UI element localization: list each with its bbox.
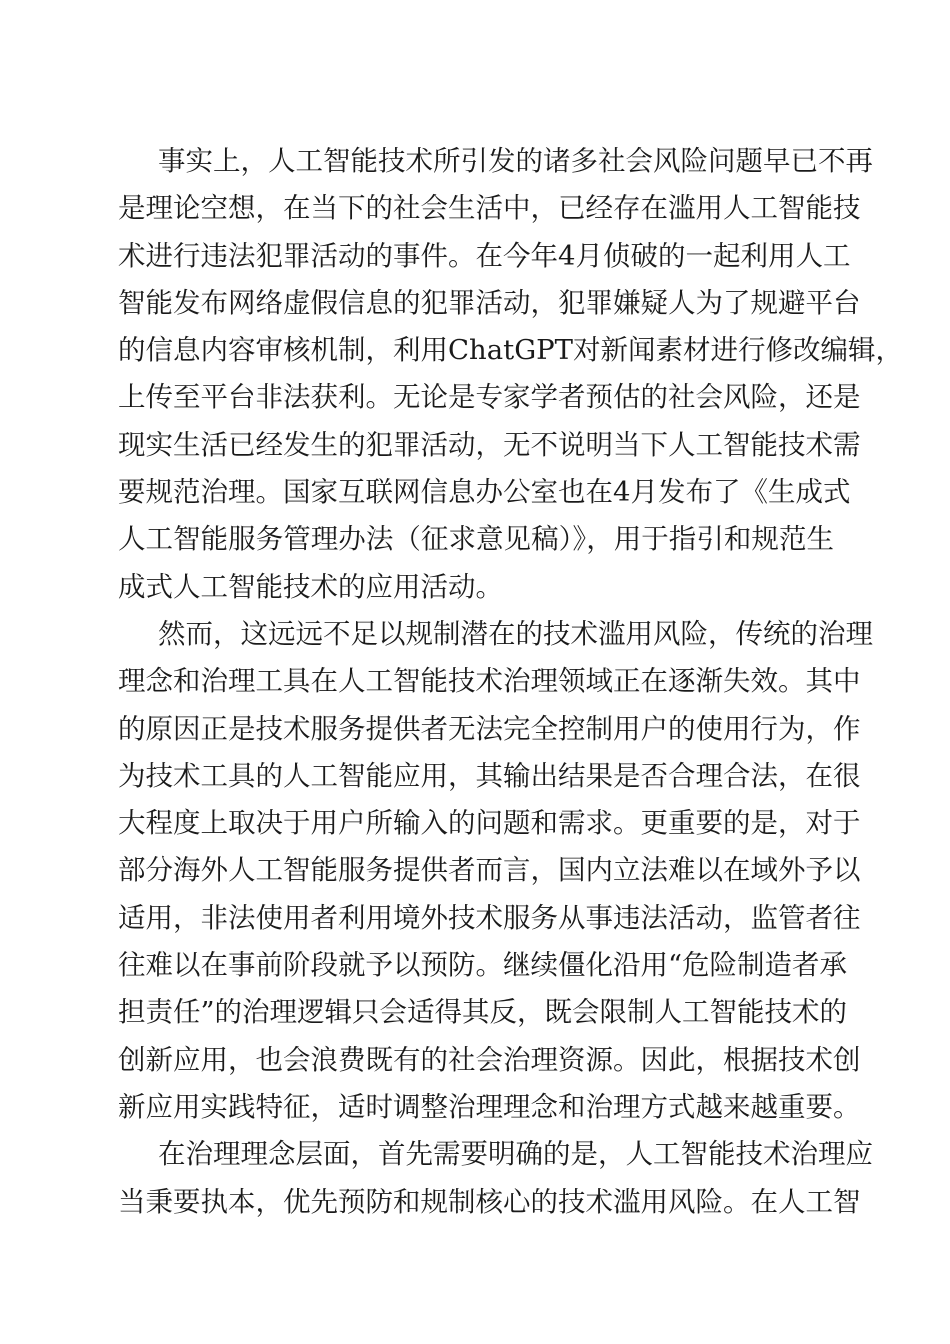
paragraph-3 xyxy=(118,1131,873,1226)
document-body xyxy=(118,138,904,1226)
paragraph-line: 术进行违法犯罪活动的事件。在今年4月侦破的一起利用人工 xyxy=(118,239,851,272)
paragraph-line: 的原因正是技术服务提供者无法完全控制用户的使用行为，作 xyxy=(118,712,861,745)
paragraph-line: 智能发布网络虚假信息的犯罪活动，犯罪嫌疑人为了规避平台 xyxy=(118,286,861,319)
paragraph-line: 大程度上取决于用户所输入的问题和需求。更重要的是，对于 xyxy=(118,807,861,840)
paragraph-line: 人工智能服务管理办法（征求意见稿）》，用于指引和规范生 xyxy=(118,523,834,556)
paragraph-line: 然而，这远远不足以规制潜在的技术滥用风险，传统的治理 xyxy=(158,617,873,650)
paragraph-2 xyxy=(118,611,873,1131)
paragraph-line: 事实上，人工智能技术所引发的诸多社会风险问题早已不再 xyxy=(158,145,873,177)
paragraph-line: 理念和治理工具在人工智能技术治理领域正在逐渐失效。其中 xyxy=(118,665,861,698)
paragraph-line: 往难以在事前阶段就予以预防。继续僵化沿用“危险制造者承 xyxy=(118,949,848,982)
paragraph-line: 是理论空想，在当下的社会生活中，已经存在滥用人工智能技 xyxy=(118,192,861,225)
paragraph-line: 创新应用，也会浪费既有的社会治理资源。因此，根据技术创 xyxy=(118,1043,861,1076)
paragraph-line: 现实生活已经发生的犯罪活动，无不说明当下人工智能技术需 xyxy=(118,428,861,461)
paragraph-line: 上传至平台非法获利。无论是专家学者预估的社会风险，还是 xyxy=(118,381,861,414)
paragraph-line: 要规范治理。国家互联网信息办公室也在4月发布了《生成式 xyxy=(118,476,851,509)
paragraph-line: 适用，非法使用者利用境外技术服务从事违法活动，监管者往 xyxy=(118,901,861,934)
paragraph-1 xyxy=(118,138,904,611)
paragraph-line: 成式人工智能技术的应用活动。 xyxy=(118,570,503,603)
paragraph-line: 当秉要执本，优先预防和规制核心的技术滥用风险。在人工智 xyxy=(118,1185,861,1218)
paragraph-line: 在治理理念层面，首先需要明确的是，人工智能技术治理应 xyxy=(158,1138,873,1171)
paragraph-line: 部分海外人工智能服务提供者而言，国内立法难以在域外予以 xyxy=(118,854,861,887)
paragraph-line: 新应用实践特征，适时调整治理理念和治理方式越来越重要。 xyxy=(118,1090,861,1123)
paragraph-line: 担责任”的治理逻辑只会适得其反，既会限制人工智能技术的 xyxy=(118,996,848,1029)
paragraph-line: 的信息内容审核机制，利用ChatGPT对新闻素材进行修改编辑， xyxy=(118,334,904,367)
paragraph-line: 为技术工具的人工智能应用，其输出结果是否合理合法，在很 xyxy=(118,759,861,792)
